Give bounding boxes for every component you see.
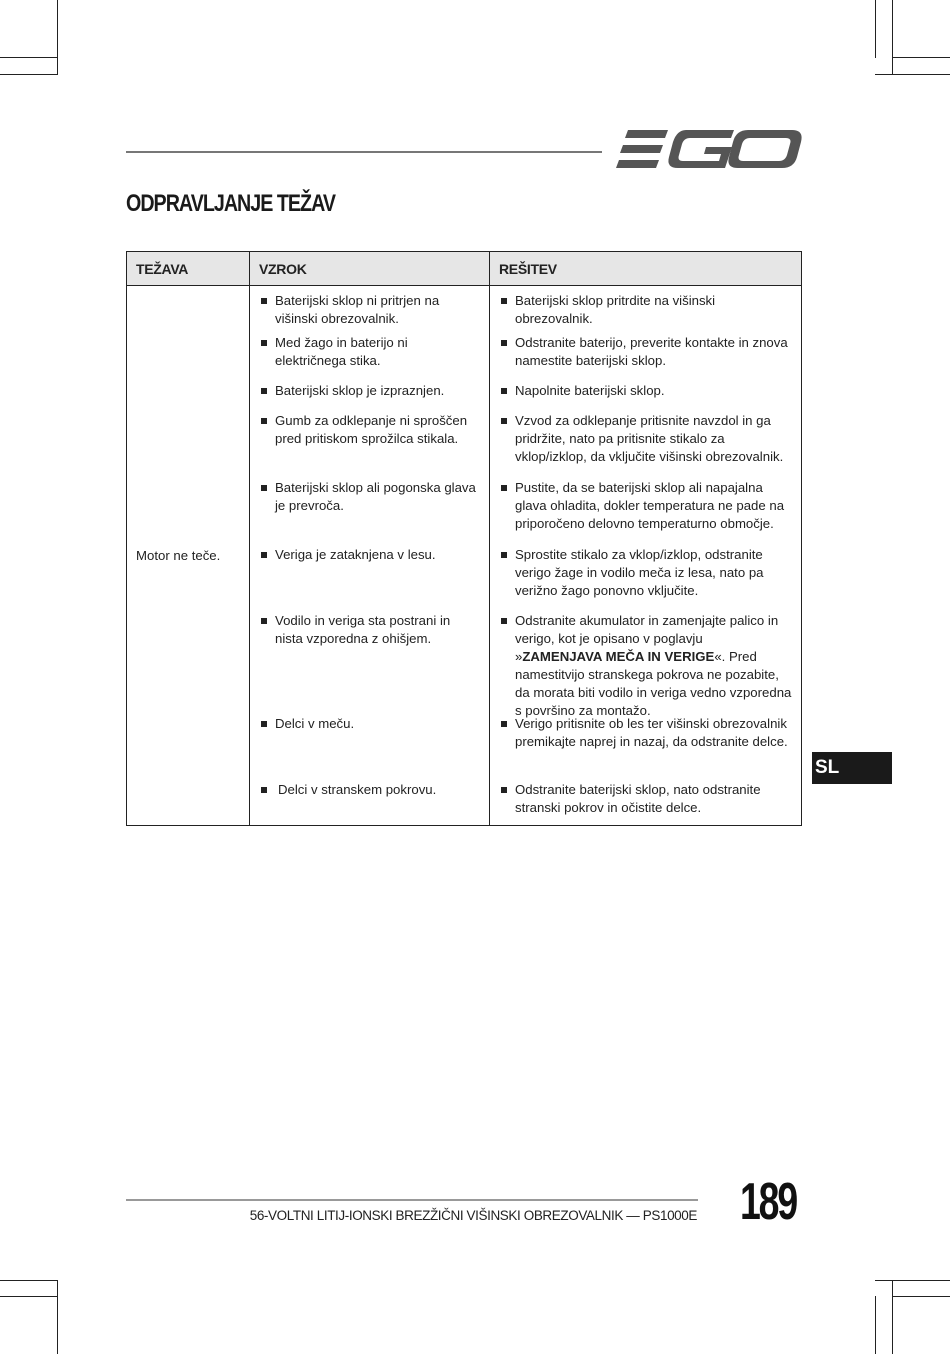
cause-item: Baterijski sklop je izpraznjen. [250, 382, 489, 412]
cause-item: Med žago in baterijo ni električnega stika. [250, 334, 489, 382]
bullet-icon [261, 388, 267, 394]
table-row [127, 286, 802, 826]
table-header-row [127, 252, 802, 286]
remedy-item: Pustite, da se baterijski sklop ali napajalna glava ohladita, dokler temperatura ne pade na priporočeno delovno temperaturno območje. [490, 479, 801, 546]
bullet-icon [261, 298, 267, 304]
remedy-item: Sprostite stikalo za vklop/izklop, odstranite verigo žage in vodilo meča iz lesa, nato pa verižno žago ponovno vključite. [490, 546, 801, 612]
remedy-item: Napolnite baterijski sklop. [490, 382, 801, 412]
bullet-icon [501, 388, 507, 394]
remedy-item: Verigo pritisnite ob les ter višinski obrezovalnik premikajte naprej in nazaj, da odstranite delce. [490, 715, 801, 781]
header-cause: VZROK [250, 252, 490, 286]
cause-item: Vodilo in veriga sta postrani in nista vzporedna z ohišjem. [250, 612, 489, 715]
crop-mark [0, 74, 58, 75]
cause-cell [250, 286, 490, 826]
cause-item: Delci v stranskem pokrovu. [250, 781, 489, 825]
footer-rule [126, 1199, 698, 1201]
cause-item: Veriga je zataknjena v lesu. [250, 546, 489, 612]
crop-mark [875, 1296, 876, 1354]
crop-mark [875, 1280, 950, 1281]
crop-mark [57, 0, 58, 74]
page-number: 189 [740, 1173, 796, 1231]
crop-mark [57, 1280, 58, 1354]
crop-mark [892, 1296, 950, 1297]
bullet-icon [501, 721, 507, 727]
cause-item: Delci v meču. [250, 715, 489, 781]
page-title: ODPRAVLJANJE TEŽAV [126, 190, 336, 217]
crop-mark [892, 1280, 893, 1354]
crop-mark [0, 57, 58, 58]
ego-logo [616, 128, 802, 172]
bullet-icon [501, 552, 507, 558]
remedy-item: Vzvod za odklepanje pritisnite navzdol in ga pridržite, nato pa pritisnite stikalo za vklop/izklop, da vključite višinski obrezovalnik. [490, 412, 801, 479]
remedy-item: Odstranite baterijo, preverite kontakte in znova namestite baterijski sklop. [490, 334, 801, 382]
header-remedy: REŠITEV [490, 252, 802, 286]
problem-cell: Motor ne teče. [127, 286, 250, 826]
troubleshooting-table [126, 251, 802, 826]
bullet-icon [261, 552, 267, 558]
footer-product-name: 56-VOLTNI LITIJ-IONSKI BREZŽIČNI VIŠINSKI OBREZOVALNIK — PS1000E [249, 1208, 697, 1223]
cause-item: Baterijski sklop ni pritrjen na višinski obrezovalnik. [250, 286, 489, 334]
crop-mark [892, 0, 893, 74]
remedy-item: Odstranite akumulator in zamenjajte palico in verigo, kot je opisano v poglavju »ZAMENJAVA MEČA IN VERIGE«. Pred namestitvijo stranskega pokrova ne pozabite, da morata biti vodilo in veriga vedno vzporedna s površino za montažo. [490, 612, 801, 715]
bullet-icon [261, 787, 267, 793]
bullet-icon [501, 787, 507, 793]
cause-item: Baterijski sklop ali pogonska glava je prevroča. [250, 479, 489, 546]
crop-mark [0, 1280, 58, 1281]
crop-mark [875, 0, 876, 58]
remedy-cell [490, 286, 802, 826]
bullet-icon [261, 418, 267, 424]
remedy-item: Baterijski sklop pritrdite na višinski obrezovalnik. [490, 286, 801, 334]
crop-mark [875, 74, 950, 75]
remedy-item: Odstranite baterijski sklop, nato odstranite stranski pokrov in očistite delce. [490, 781, 801, 825]
bullet-icon [261, 340, 267, 346]
bullet-icon [501, 298, 507, 304]
language-tab: SL [812, 752, 892, 784]
header-rule [126, 151, 602, 153]
bullet-icon [261, 485, 267, 491]
crop-mark [0, 1296, 58, 1297]
crop-mark [892, 57, 950, 58]
cause-item: Gumb za odklepanje ni sproščen pred pritiskom sprožilca stikala. [250, 412, 489, 479]
bullet-icon [501, 618, 507, 624]
header-problem: TEŽAVA [127, 252, 250, 286]
bullet-icon [261, 618, 267, 624]
bullet-icon [501, 485, 507, 491]
bullet-icon [501, 340, 507, 346]
bullet-icon [261, 721, 267, 727]
bullet-icon [501, 418, 507, 424]
